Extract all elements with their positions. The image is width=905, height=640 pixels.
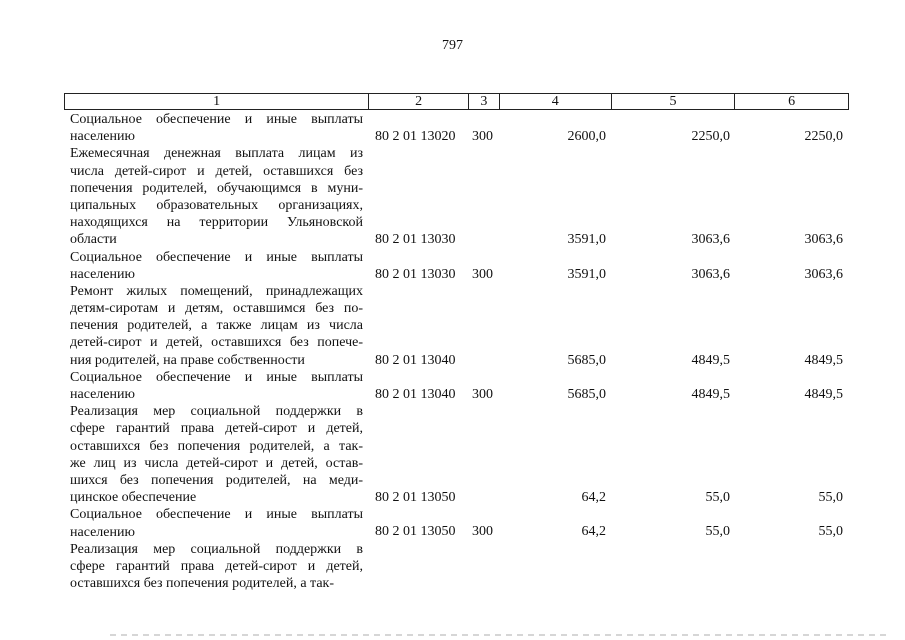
- value-col-4: 3591,0: [567, 232, 606, 248]
- value-col-6: 55,0: [818, 524, 843, 540]
- expense-type: 300: [472, 266, 493, 282]
- value-col-6: 2250,0: [804, 129, 843, 145]
- value-col-6: 3063,6: [804, 266, 843, 282]
- header-col-5: 5: [612, 94, 736, 109]
- header-col-2: 2: [369, 94, 469, 109]
- budget-code: 80 2 01 13050: [375, 490, 456, 506]
- row-description: [64, 283, 369, 369]
- expense-type: 300: [472, 386, 493, 402]
- value-col-4: 64,2: [581, 524, 606, 540]
- description-line: Социальное обеспечение и иные выплаты: [70, 249, 363, 265]
- description-line: ципальных образовательных организациях,: [70, 197, 363, 213]
- description-line: сфере гарантий права детей-сирот и детей,: [70, 421, 363, 437]
- description-line: Ремонт жилых помещений, принадлежащих: [70, 283, 363, 299]
- description-line: оставшихся без попечения родителей, а так-: [70, 438, 363, 454]
- value-col-5: 4849,5: [691, 386, 730, 402]
- value-col-4: 2600,0: [567, 129, 606, 145]
- value-col-6: 4849,5: [804, 386, 843, 402]
- row-description: [64, 369, 369, 403]
- header-col-6: 6: [788, 94, 796, 109]
- budget-code: 80 2 01 13020: [375, 129, 456, 145]
- description-line: находящихся на территории Ульяновской: [70, 215, 363, 231]
- row-description: [64, 541, 369, 593]
- description-line: числа детей-сирот и детей, оставшихся без: [70, 163, 363, 179]
- description-line: ния родителей, на праве собственности: [70, 352, 305, 368]
- table-body: [64, 111, 849, 592]
- value-col-6: 4849,5: [804, 352, 843, 368]
- budget-code: 80 2 01 13040: [375, 352, 456, 368]
- description-line: населению: [70, 524, 135, 540]
- value-col-4: 5685,0: [567, 386, 606, 402]
- expense-type: 300: [472, 129, 493, 145]
- header-col-4: 4: [500, 94, 612, 109]
- description-line: оставшихся без попечения родителей, а так-: [70, 576, 334, 592]
- description-line: шихся без попечения родителей, на меди-: [70, 472, 363, 488]
- header-col-1: 1: [65, 94, 369, 109]
- table-header: [64, 93, 849, 110]
- budget-code: 80 2 01 13050: [375, 524, 456, 540]
- value-col-6: 3063,6: [804, 232, 843, 248]
- header-col-3: 3: [469, 94, 500, 109]
- table-row: [64, 249, 849, 283]
- table-row: [64, 403, 849, 506]
- description-line: цинское обеспечение: [70, 490, 197, 506]
- description-line: Социальное обеспечение и иные выплаты: [70, 369, 363, 385]
- description-line: Социальное обеспечение и иные выплаты: [70, 507, 363, 523]
- value-col-5: 4849,5: [691, 352, 730, 368]
- description-line: Социальное обеспечение и иные выплаты: [70, 112, 363, 127]
- value-col-5: 55,0: [705, 524, 730, 540]
- value-col-5: 3063,6: [691, 232, 730, 248]
- description-line: населению: [70, 387, 135, 402]
- value-col-4: 3591,0: [567, 266, 606, 282]
- description-line: печения родителей, а также лицам из числа: [70, 318, 363, 334]
- table-row: [64, 369, 849, 403]
- table-row: [64, 145, 849, 248]
- table-row: [64, 283, 849, 369]
- budget-code: 80 2 01 13040: [375, 386, 456, 402]
- description-line: Ежемесячная денежная выплата лицам из: [70, 146, 363, 162]
- table-row: [64, 111, 849, 145]
- row-description: [64, 249, 369, 283]
- description-line: детям-сиротам и детям, оставшимся без по-: [70, 301, 363, 317]
- value-col-4: 64,2: [581, 490, 606, 506]
- scan-artifact: [110, 634, 890, 636]
- row-description: [64, 403, 369, 506]
- table-row: [64, 506, 849, 540]
- description-line: населению: [70, 266, 135, 282]
- value-col-4: 5685,0: [567, 352, 606, 368]
- description-line: населению: [70, 129, 135, 145]
- description-line: Реализация мер социальной поддержки в: [70, 404, 363, 420]
- value-col-5: 2250,0: [691, 129, 730, 145]
- row-description: [64, 506, 369, 540]
- description-line: детей-сирот и детей, оставшихся без попече-: [70, 335, 363, 351]
- row-description: [64, 111, 369, 145]
- description-line: сфере гарантий права детей-сирот и детей,: [70, 558, 363, 574]
- budget-code: 80 2 01 13030: [375, 266, 456, 282]
- page-number: 797: [442, 38, 463, 53]
- value-col-6: 55,0: [818, 490, 843, 506]
- description-line: области: [70, 232, 117, 248]
- row-description: [64, 145, 369, 248]
- description-line: же лиц из числа детей-сирот и детей, остав-: [70, 455, 363, 471]
- value-col-5: 55,0: [705, 490, 730, 506]
- expense-type: 300: [472, 524, 493, 540]
- table-row: [64, 541, 849, 593]
- description-line: Реализация мер социальной поддержки в: [70, 541, 363, 557]
- budget-code: 80 2 01 13030: [375, 232, 456, 248]
- description-line: попечения родителей, обучающимся в муни-: [70, 180, 363, 196]
- value-col-5: 3063,6: [691, 266, 730, 282]
